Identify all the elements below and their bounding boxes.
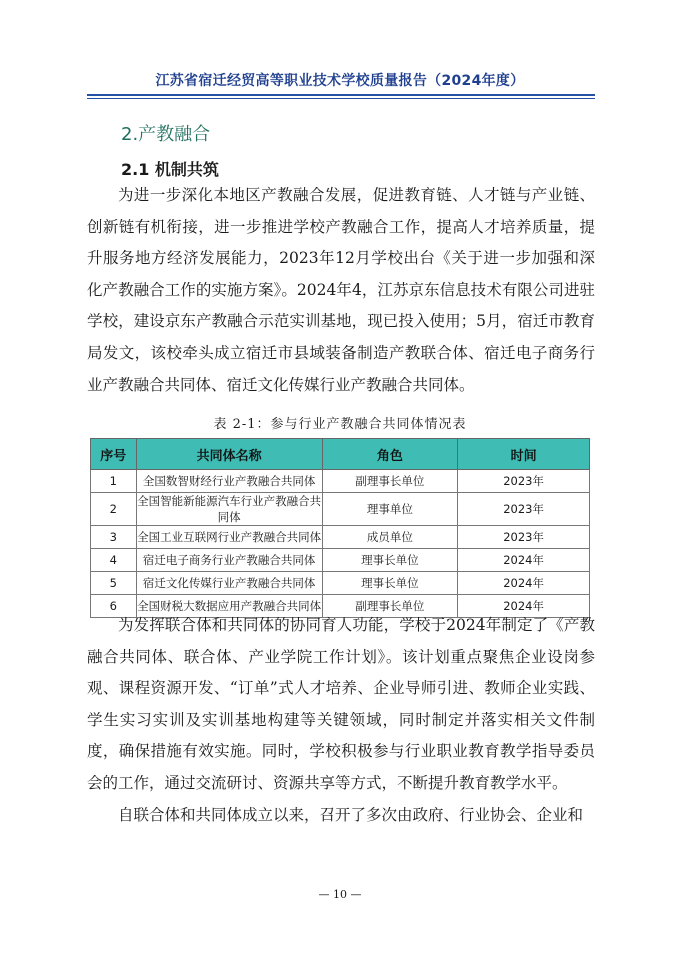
cell-role: 副理事长单位 [322,595,458,618]
cell-no: 1 [91,470,137,493]
cell-time: 2024年 [458,572,590,595]
cell-no: 5 [91,572,137,595]
cell-name: 全国数智财经行业产教融合共同体 [136,470,322,493]
header-cell-no: 序号 [91,439,137,470]
header-divider [87,94,595,99]
cell-no: 3 [91,526,137,549]
table-row [91,526,590,549]
cell-name: 全国工业互联网行业产教融合共同体 [136,526,322,549]
page-header: 江苏省宿迁经贸高等职业技术学校质量报告（2024年度） [155,73,525,89]
cell-time: 2023年 [458,470,590,493]
paragraph-intro: 为进一步深化本地区产教融合发展，促进教育链、人才链与产业链、创新链有机衔接，进一步推进学校产教融合工作，提高人才培养质量，提升服务地方经济发展能力，2023年12月学校出台《关于进一步加强和深化产教融合工作的实施方案》。2024年4，江苏京东信息技术有限公司进驻学校，建设京东产教融合示范实训基地，现已投入使用；5月，宿迁市教育局发文，该校牵头成立宿迁市县域装备制造产教联合体、宿迁电子商务行业产教融合共同体、宿迁文化传媒行业产教融合共同体。 [87,186,595,394]
cell-no: 6 [91,595,137,618]
community-table [90,438,590,618]
cell-role: 理事长单位 [322,572,458,595]
cell-time: 2024年 [458,595,590,618]
header-cell-role: 角色 [322,439,458,470]
cell-name: 全国智能新能源汽车行业产教融合共同体 [137,494,322,524]
cell-role: 副理事长单位 [322,470,458,493]
cell-time: 2024年 [458,549,590,572]
paragraph-plan: 为发挥联合体和共同体的协同育人功能，学校于2024年制定了《产教融合共同体、联合体、产业学院工作计划》。该计划重点聚焦企业设岗参观、课程资源开发、“订单”式人才培养、企业导师引进、教师企业实践、学生实习实训及实训基地构建等关键领域，同时制定并落实相关文件制度，确保措施有效实施。同时，学校积极参与行业职业教育教学指导委员会的工作，通过交流研讨、资源共享等方式，不断提升教育教学水平。 [87,616,595,792]
cell-time: 2023年 [458,493,590,526]
cell-no: 4 [91,549,137,572]
table-row [91,549,590,572]
table-caption: 表 2-1：参与行业产教融合共同体情况表 [213,417,467,432]
header-cell-time: 时间 [458,439,590,470]
page-number: — 10 — [318,888,362,901]
paragraph-meetings: 自联合体和共同体成立以来，召开了多次由政府、行业协会、企业和 [118,806,584,824]
table-header-row [91,439,590,470]
cell-role: 成员单位 [322,526,458,549]
section-title: 2.产教融合 [121,124,211,145]
table-row [91,572,590,595]
table-row [91,470,590,493]
subsection-title: 2.1 机制共筑 [121,160,219,179]
header-cell-name: 共同体名称 [136,439,322,470]
cell-no: 2 [91,493,137,526]
cell-name: 宿迁文化传媒行业产教融合共同体 [136,572,322,595]
cell-name: 全国财税大数据应用产教融合共同体 [136,595,322,618]
table-row [91,493,590,526]
cell-role: 理事长单位 [322,549,458,572]
cell-time: 2023年 [458,526,590,549]
cell-name: 宿迁电子商务行业产教融合共同体 [136,549,322,572]
cell-role: 理事单位 [322,493,458,526]
